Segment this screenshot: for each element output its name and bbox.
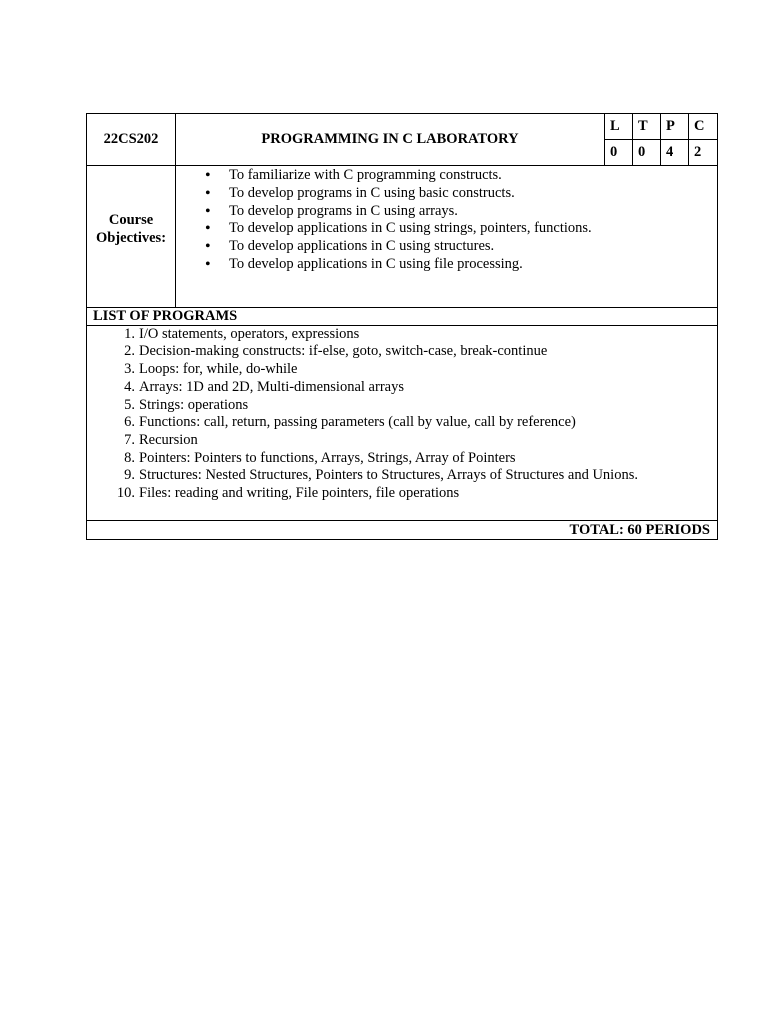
objectives-cell bbox=[176, 166, 718, 308]
objective-item: • To develop applications in C using structures. bbox=[176, 238, 717, 256]
ltpc-header-p: P bbox=[661, 114, 689, 140]
objective-item: • To familiarize with C programming constructs. bbox=[176, 167, 717, 185]
course-title: PROGRAMMING IN C LABORATORY bbox=[176, 114, 605, 166]
program-number: 7. bbox=[124, 432, 135, 448]
program-text: Functions: call, return, passing parameters (call by value, call by reference) bbox=[139, 414, 576, 431]
program-number: 6. bbox=[124, 414, 135, 431]
program-number: 9. bbox=[124, 467, 135, 484]
objectives-label-line2: Objectives: bbox=[95, 230, 167, 247]
programs-cell bbox=[87, 325, 718, 520]
program-text: I/O statements, operators, expressions bbox=[139, 325, 360, 342]
program-item bbox=[87, 343, 717, 361]
ltpc-value-c: 2 bbox=[689, 140, 718, 166]
program-number: 2. bbox=[124, 343, 135, 360]
ltpc-header-c: C bbox=[689, 114, 718, 140]
ltpc-value-l: 0 bbox=[605, 140, 633, 166]
objectives-list bbox=[176, 166, 717, 307]
programs-list bbox=[87, 326, 717, 520]
program-text: Loops: for, while, do-while bbox=[139, 361, 298, 378]
program-text: Arrays: 1D and 2D, Multi-dimensional arrays bbox=[139, 378, 404, 395]
ltpc-value-t: 0 bbox=[633, 140, 661, 166]
program-text: Pointers: Pointers to functions, Arrays, Strings, Array of Pointers bbox=[139, 449, 516, 466]
program-item bbox=[87, 485, 717, 503]
program-text: Structures: Nested Structures, Pointers to Structures, Arrays of Structures and Unions. bbox=[139, 467, 638, 484]
syllabus-table bbox=[86, 113, 718, 540]
syllabus-sheet bbox=[86, 113, 717, 540]
objective-item: • To develop programs in C using arrays. bbox=[176, 203, 717, 221]
program-item bbox=[87, 361, 717, 379]
program-item bbox=[87, 397, 717, 415]
objectives-label-line1: Course bbox=[108, 212, 154, 229]
program-item bbox=[87, 326, 717, 344]
ltpc-header-t: T bbox=[633, 114, 661, 140]
programs-heading: LIST OF PROGRAMS bbox=[87, 307, 718, 325]
program-text: Strings: operations bbox=[139, 396, 249, 413]
program-text: Decision-making constructs: if-else, goto, switch-case, break-continue bbox=[139, 343, 548, 360]
program-text: Recursion bbox=[139, 432, 198, 448]
program-item bbox=[87, 467, 717, 485]
objective-item: • To develop applications in C using strings, pointers, functions. bbox=[176, 220, 717, 238]
total-periods: TOTAL: 60 PERIODS bbox=[87, 520, 718, 539]
program-item bbox=[87, 379, 717, 397]
course-code: 22CS202 bbox=[87, 114, 176, 166]
program-text: Files: reading and writing, File pointers, file operations bbox=[139, 485, 460, 502]
ltpc-value-p: 4 bbox=[661, 140, 689, 166]
objective-item: • To develop programs in C using basic constructs. bbox=[176, 185, 717, 203]
program-number: 4. bbox=[124, 378, 135, 395]
program-number: 10. bbox=[116, 485, 135, 502]
ltpc-header-l: L bbox=[605, 114, 633, 140]
program-item bbox=[87, 414, 717, 432]
objective-item: • To develop applications in C using file processing. bbox=[176, 256, 717, 274]
program-number: 5. bbox=[124, 396, 135, 413]
program-number: 8. bbox=[124, 449, 135, 466]
program-number: 3. bbox=[124, 361, 135, 378]
program-item bbox=[87, 432, 717, 450]
program-item bbox=[87, 450, 717, 468]
objectives-label bbox=[87, 166, 176, 308]
program-number: 1. bbox=[124, 325, 135, 342]
